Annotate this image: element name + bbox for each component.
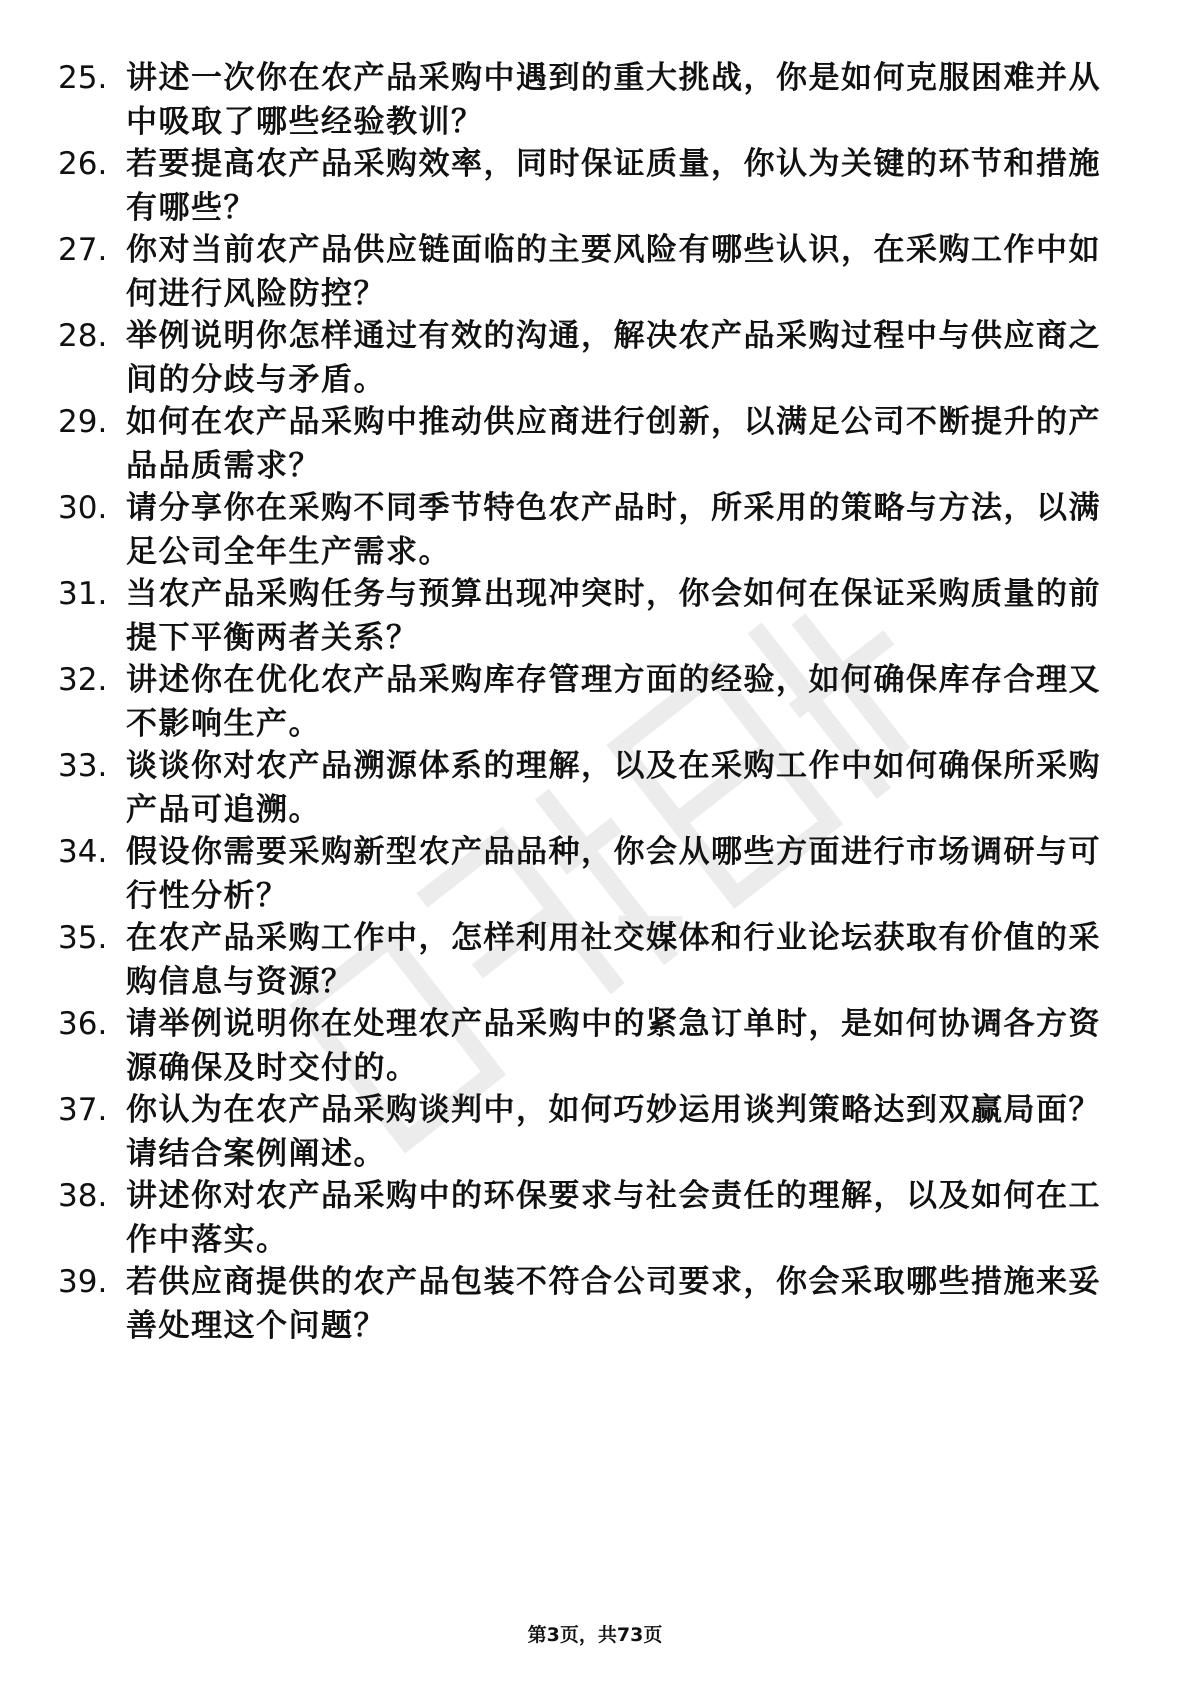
list-item (58, 916, 1138, 1004)
question-number: 35. (58, 920, 108, 956)
question-number: 38. (58, 1178, 108, 1214)
question-number: 37. (58, 1092, 108, 1128)
question-number: 28. (58, 318, 108, 354)
question-number: 31. (58, 576, 108, 612)
question-text: 讲述你对农产品采购中的环保要求与社会责任的理解，以及如何在工作中落实。 (126, 1178, 1101, 1258)
list-item (58, 1088, 1138, 1176)
question-number: 26. (58, 146, 108, 182)
question-text: 谈谈你对农产品溯源体系的理解，以及在采购工作中如何确保所采购产品可追溯。 (126, 748, 1101, 828)
question-number: 25. (58, 60, 108, 96)
question-number: 29. (58, 404, 108, 440)
question-text: 在农产品采购工作中，怎样利用社交媒体和行业论坛获取有价值的采购信息与资源？ (126, 920, 1101, 1000)
question-text: 举例说明你怎样通过有效的沟通，解决农产品采购过程中与供应商之间的分歧与矛盾。 (126, 318, 1101, 398)
question-text: 假设你需要采购新型农产品品种，你会从哪些方面进行市场调研与可行性分析？ (126, 834, 1101, 914)
question-text: 如何在农产品采购中推动供应商进行创新，以满足公司不断提升的产品品质需求？ (126, 404, 1101, 484)
question-number: 27. (58, 232, 108, 268)
question-text: 讲述你在优化农产品采购库存管理方面的经验，如何确保库存合理又不影响生产。 (126, 662, 1101, 742)
list-item (58, 1260, 1138, 1348)
question-text: 请举例说明你在处理农产品采购中的紧急订单时，是如何协调各方资源确保及时交付的。 (126, 1006, 1101, 1086)
question-text: 你对当前农产品供应链面临的主要风险有哪些认识，在采购工作中如何进行风险防控？ (126, 232, 1101, 312)
list-item (58, 658, 1138, 746)
list-item (58, 1174, 1138, 1262)
question-text: 请分享你在采购不同季节特色农产品时，所采用的策略与方法，以满足公司全年生产需求。 (126, 490, 1101, 570)
question-number: 32. (58, 662, 108, 698)
list-item (58, 142, 1138, 230)
question-number: 39. (58, 1264, 108, 1300)
list-item (58, 744, 1138, 832)
question-number: 36. (58, 1006, 108, 1042)
question-text: 你认为在农产品采购谈判中，如何巧妙运用谈判策略达到双赢局面？请结合案例阐述。 (126, 1092, 1101, 1172)
list-item (58, 1002, 1138, 1090)
list-item (58, 830, 1138, 918)
question-number: 30. (58, 490, 108, 526)
question-number: 33. (58, 748, 108, 784)
list-item (58, 56, 1138, 144)
list-item (58, 400, 1138, 488)
question-number: 34. (58, 834, 108, 870)
question-text: 若供应商提供的农产品包装不符合公司要求，你会采取哪些措施来妥善处理这个问题？ (126, 1264, 1101, 1344)
list-item (58, 486, 1138, 574)
question-text: 当农产品采购任务与预算出现冲突时，你会如何在保证采购质量的前提下平衡两者关系？ (126, 576, 1101, 656)
page-number-footer: 第3页，共73页 (527, 1624, 663, 1646)
list-item (58, 228, 1138, 316)
list-item (58, 314, 1138, 402)
list-item (58, 572, 1138, 660)
question-text: 讲述一次你在农产品采购中遇到的重大挑战，你是如何克服困难并从中吸取了哪些经验教训？ (126, 60, 1101, 140)
question-text: 若要提高农产品采购效率，同时保证质量，你认为关键的环节和措施有哪些？ (126, 146, 1101, 226)
